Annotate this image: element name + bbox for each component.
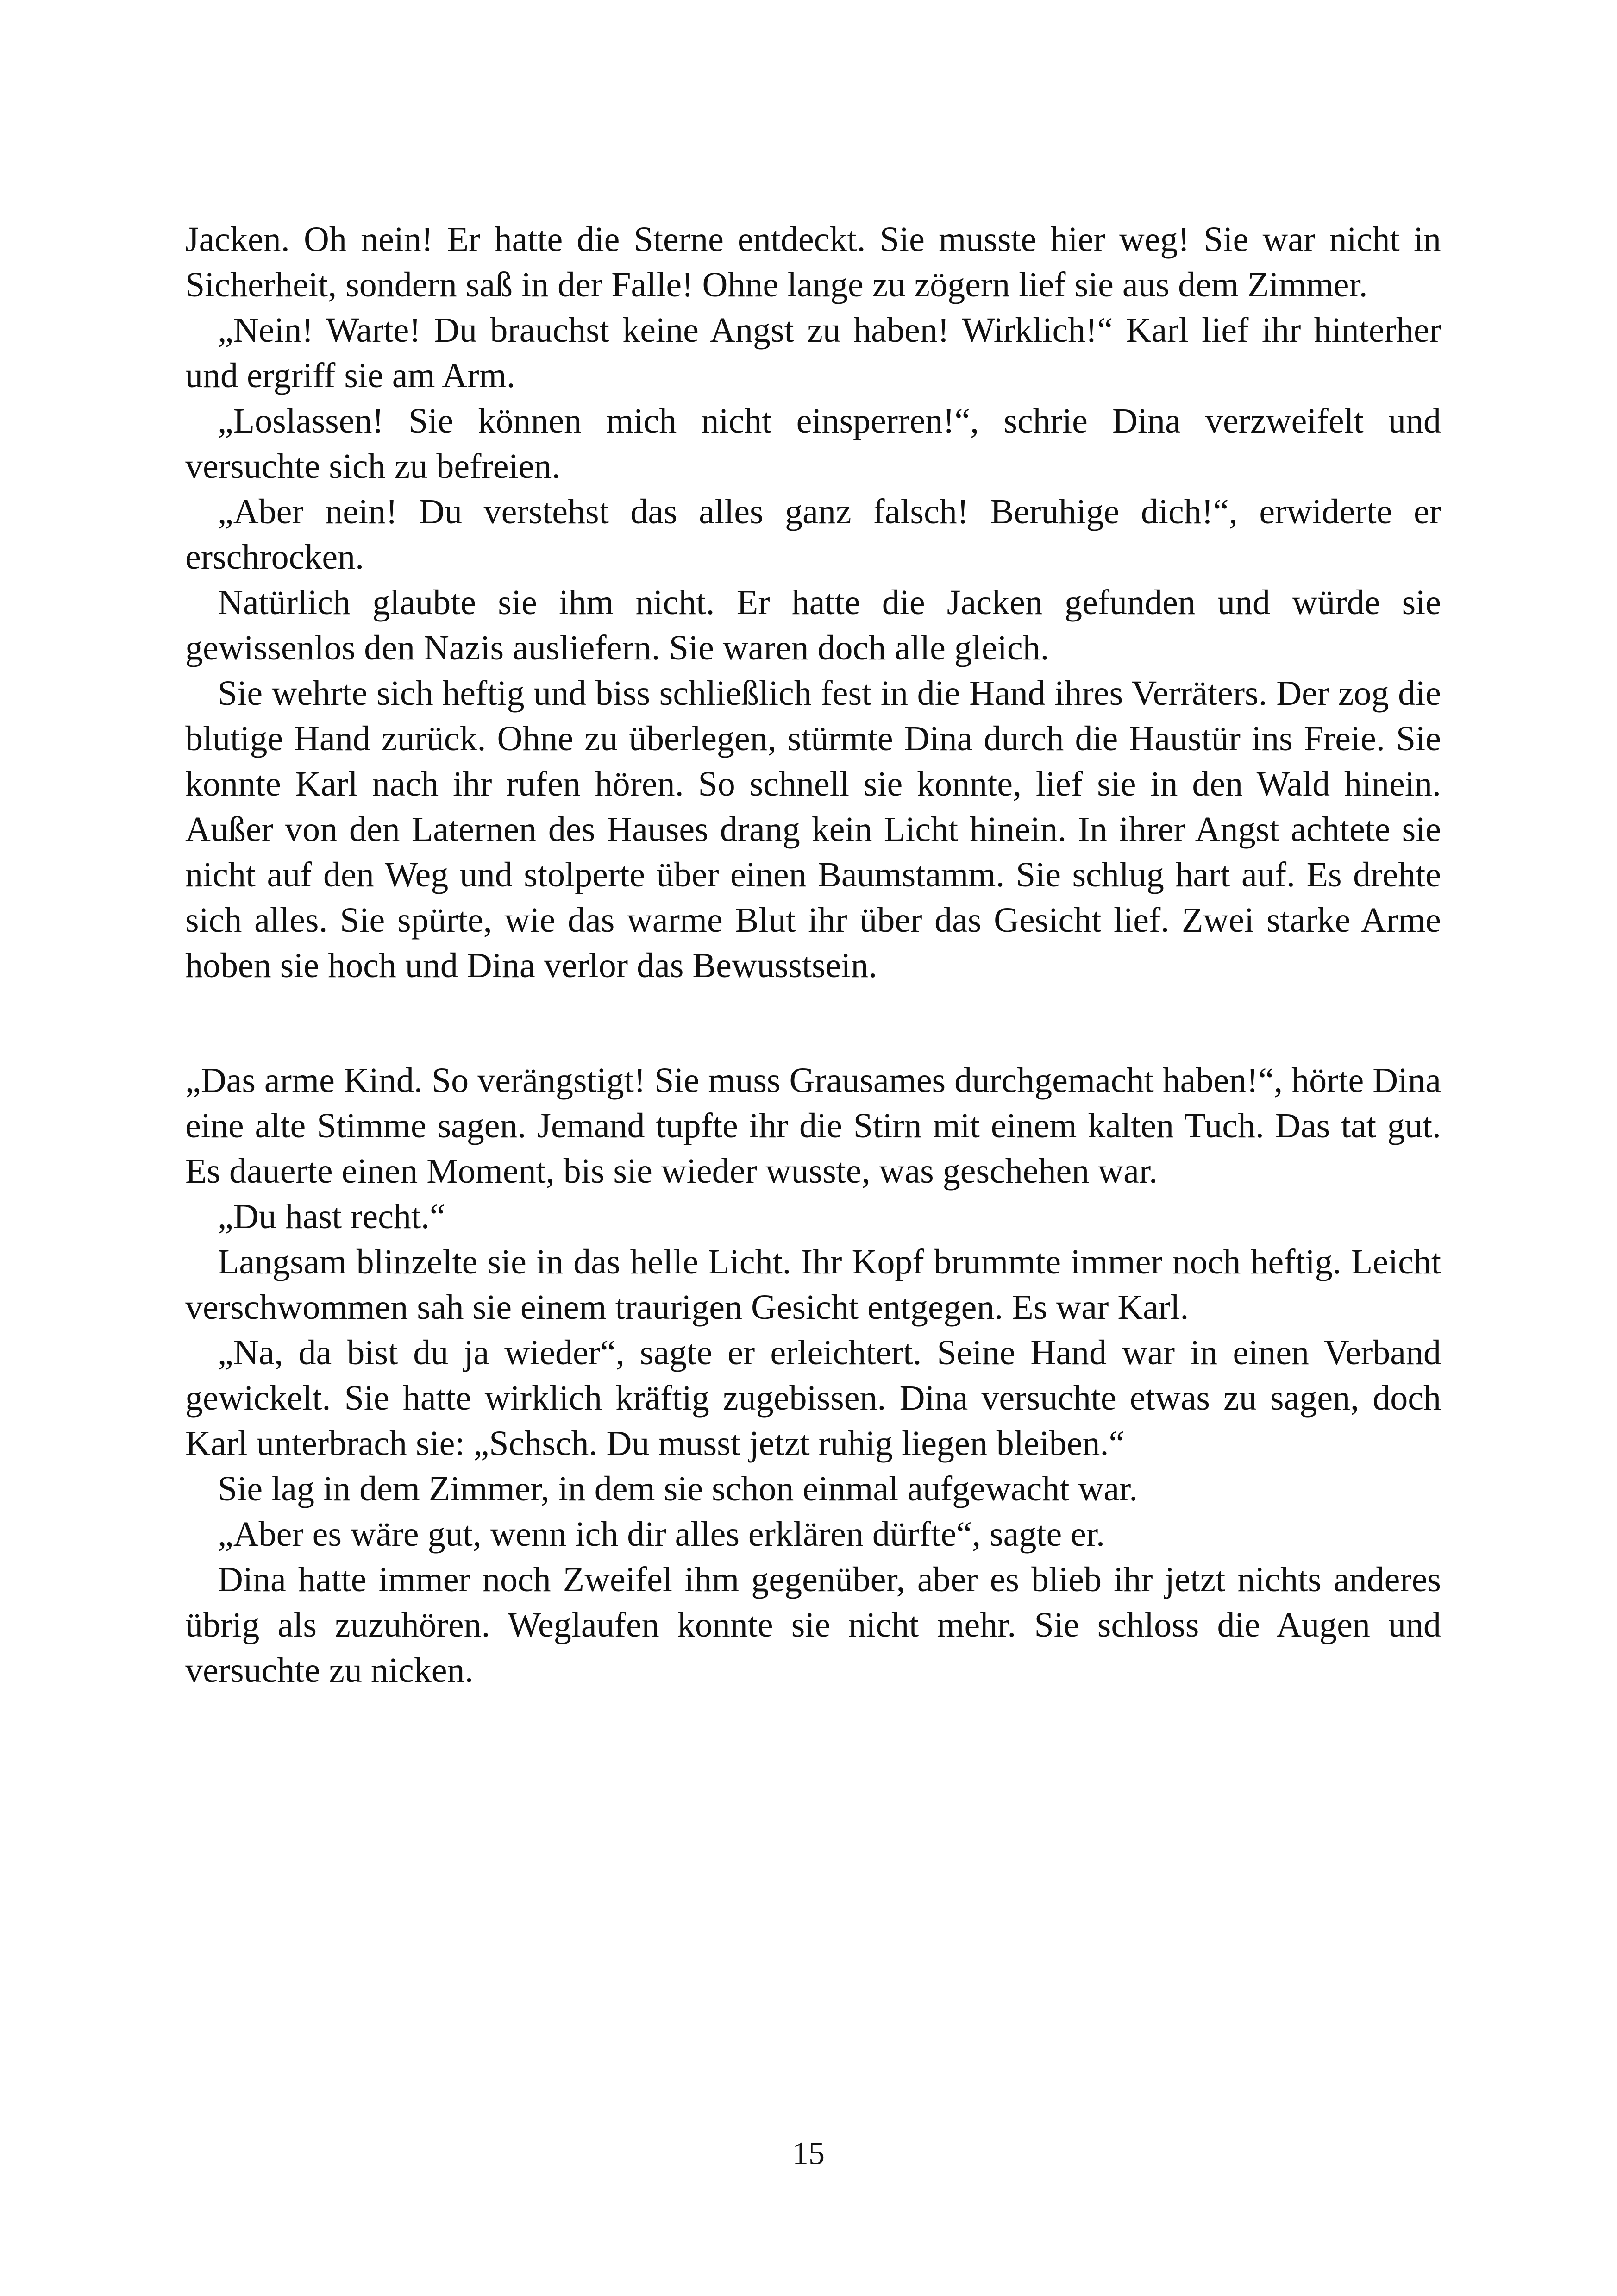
paragraph: Sie wehrte sich heftig und biss schließlich fest in die Hand ihres Verräters. Der zog die blutige Hand zurück. Ohne zu überlegen, stürmte Dina durch die Haustür ins Freie. Sie konnte Karl nach ihr rufen hören. So schnell sie konnte, lief sie in den Wald hinein. Außer von den Laternen des Hauses drang kein Licht hinein. In ihrer Angst achtete sie nicht auf den Weg und stolperte über einen Baumstamm. Sie schlug hart auf. Es drehte sich alles. Sie spürte, wie das warme Blut ihr über das Gesicht lief. Zwei starke Arme hoben sie hoch und Dina verlor das Bewusstsein.: [185, 674, 1441, 985]
page-number: 15: [792, 2136, 825, 2171]
paragraph: Dina hatte immer noch Zweifel ihm gegenüber, aber es blieb ihr jetzt nichts anderes übrig als zuzuhören. Weglaufen konnte sie nicht mehr. Sie schloss die Augen und versuchte zu nicken.: [185, 1560, 1441, 1690]
paragraph: „Aber es wäre gut, wenn ich dir alles erklären dürfte“, sagte er.: [218, 1515, 1105, 1554]
paragraph: Natürlich glaubte sie ihm nicht. Er hatte die Jacken gefunden und würde sie gewissenlos den Nazis ausliefern. Sie waren doch alle gleich.: [185, 583, 1441, 667]
paragraph: „Du hast recht.“: [218, 1197, 445, 1236]
body-text: [185, 217, 1441, 1693]
paragraph: „Nein! Warte! Du brauchst keine Angst zu haben! Wirklich!“ Karl lief ihr hinterher und ergriff sie am Arm.: [185, 311, 1441, 395]
paragraph: „Aber nein! Du verstehst das alles ganz falsch! Beruhige dich!“, erwiderte er erschrocken.: [185, 492, 1441, 577]
paragraph: Sie lag in dem Zimmer, in dem sie schon einmal aufgewacht war.: [218, 1469, 1138, 1508]
paragraph: „Na, da bist du ja wieder“, sagte er erleichtert. Seine Hand war in einen Verband gewickelt. Sie hatte wirklich kräftig zugebissen. Dina versuchte etwas zu sagen, doch Karl unterbrach sie: „Schsch. Du musst jetzt ruhig liegen bleiben.“: [185, 1333, 1441, 1463]
paragraph: Langsam blinzelte sie in das helle Licht. Ihr Kopf brummte immer noch heftig. Leicht verschwommen sah sie einem traurigen Gesicht entgegen. Es war Karl.: [185, 1242, 1441, 1327]
paragraph: Jacken. Oh nein! Er hatte die Sterne entdeckt. Sie musste hier weg! Sie war nicht in Sicherheit, sondern saß in der Falle! Ohne lange zu zögern lief sie aus dem Zimmer.: [185, 220, 1441, 304]
paragraph: „Loslassen! Sie können mich nicht einsperren!“, schrie Dina verzweifelt und versuchte sich zu befreien.: [185, 401, 1441, 486]
paragraph: „Das arme Kind. So verängstigt! Sie muss Grausames durchgemacht haben!“, hörte Dina eine alte Stimme sagen. Jemand tupfte ihr die Stirn mit einem kalten Tuch. Das tat gut. Es dauerte einen Moment, bis sie wieder wusste, was geschehen war.: [185, 1061, 1441, 1191]
